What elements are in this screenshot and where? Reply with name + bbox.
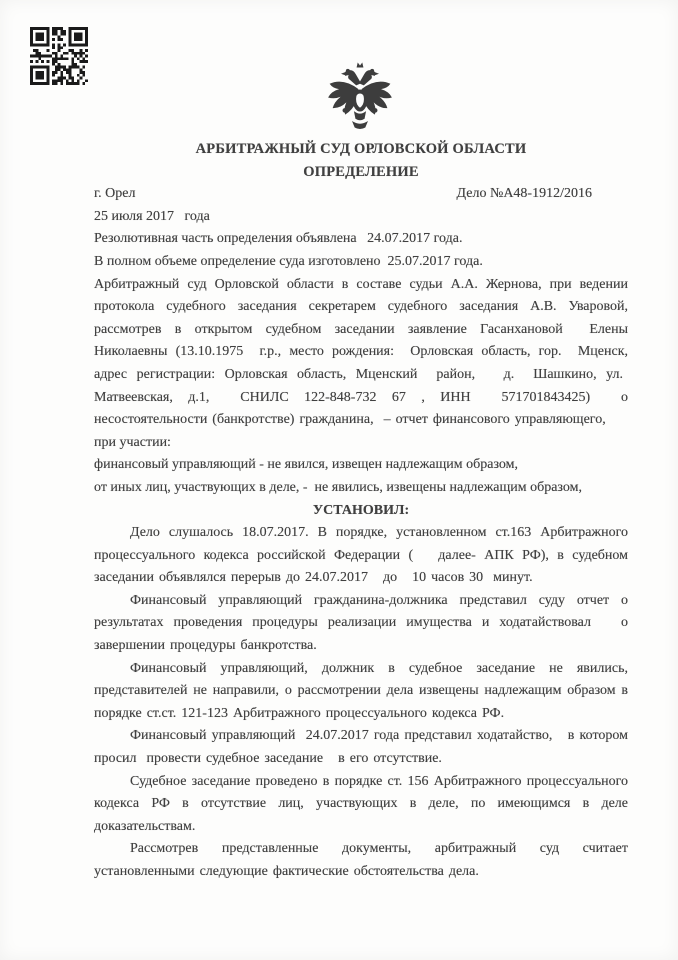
city-label: г. Орел	[94, 186, 136, 202]
ustanovil-heading: УСТАНОВИЛ:	[312, 502, 410, 518]
date-line: 25 июля 2017 года	[94, 208, 210, 224]
document-type-title: ОПРЕДЕЛЕНИЕ	[303, 163, 419, 180]
finding-paragraph: Финансовый управляющий, должник в судебное заседание не явились, представителей не направили, о рассмотрении дела извещены надлежащим образом в порядке ст.ст. 121-123 Арбитражного процессуального кодекса РФ.	[94, 660, 628, 721]
participation-line: финансовый управляющий - не явился, извещен надлежащим образом,	[94, 457, 518, 473]
finding-paragraph: Дело слушалось 18.07.2017. В порядке, установленном ст.163 Арбитражного процессуального кодекса российской Федерации ( далее- АПК РФ), в судебном заседании объявлялся перерыв до 24.07.2017 до 10 часов 30 минут.	[94, 525, 628, 586]
participation-label: при участии:	[94, 434, 171, 450]
intro-paragraph: Арбитражный суд Орловской области в составе судьи А.А. Жернова, при ведении протокола судебного заседания секретарем судебного заседания А.В. Уваровой, рассмотрев в открытом судебном заседании заявление Гасанхановой Елены Николаевны (13.10.1975 г.р., место рождения: Орловская область, гор. Мценск, адрес регистрации: Орловская область, Мценский район, д. Шашкино, ул. Матвеевская, д.1, СНИЛС 122-848-732 67 , ИНН 571701843425) о несостоятельности (банкротстве) гражданина, – отчет финансового управляющего,	[94, 276, 628, 428]
finding-paragraph: Судебное заседание проведено в порядке ст. 156 Арбитражного процессуального кодекса РФ в отсутствие лиц, участвующих в деле, по имеющимся в деле доказательствам.	[94, 773, 628, 834]
russian-coat-of-arms-icon	[322, 60, 398, 138]
case-number: Дело №А48-1912/2016	[456, 186, 592, 202]
participation-line: от иных лиц, участвующих в деле, - не явились, извещены надлежащим образом,	[94, 479, 582, 495]
finding-paragraph: Рассмотрев представленные документы, арбитражный суд считает установленными следующие фактические обстоятельства дела.	[94, 841, 628, 879]
finding-paragraph: Финансовый управляющий 24.07.2017 года представил ходатайство, в котором просил провести судебное заседание в его отсутствие.	[94, 728, 628, 767]
finding-paragraph: Финансовый управляющий гражданина-должника представил суду отчет о результатах проведения процедуры реализации имущества и ходатайствовал о завершении процедуры банкротства.	[94, 592, 628, 654]
full-text-made-line: В полном объеме определение суда изготовлено 25.07.2017 года.	[94, 253, 483, 269]
resolution-announced-line: Резолютивная часть определения объявлена 24.07.2017 года.	[94, 231, 463, 247]
qr-code-icon	[30, 27, 88, 85]
court-name-title: АРБИТРАЖНЫЙ СУД ОРЛОВСКОЙ ОБЛАСТИ	[195, 141, 527, 157]
city-case-row	[94, 183, 628, 206]
document-body	[94, 138, 628, 884]
